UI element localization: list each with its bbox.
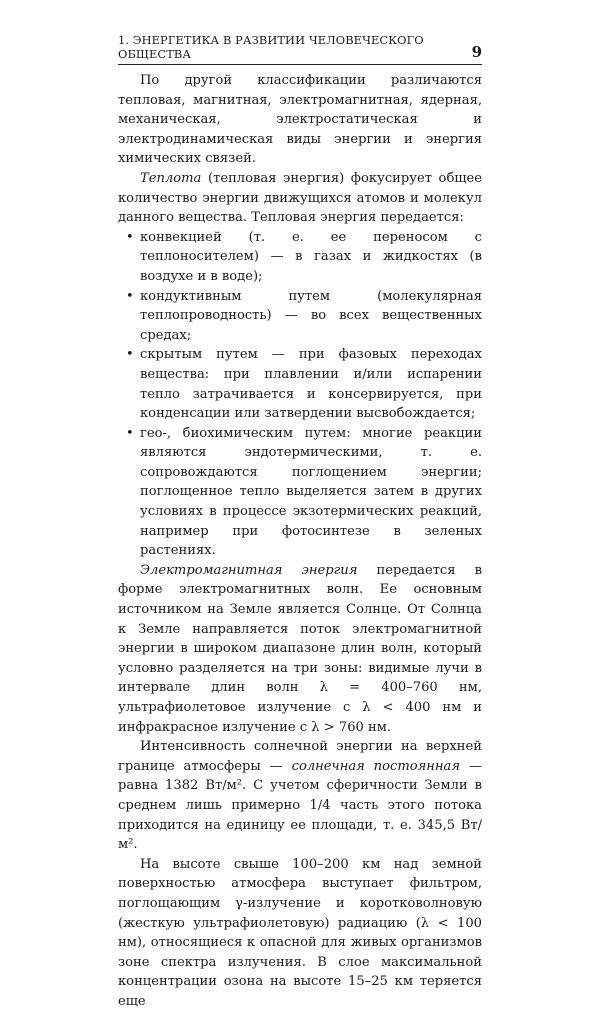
paragraph-heat (118, 169, 482, 228)
paragraph-electromagnetic (118, 561, 482, 737)
page-number: 9 (471, 43, 482, 61)
running-header (118, 33, 482, 65)
paragraph-electromagnetic-text: передается в форме электромагнитных волн. Ее основным источником на Земле является Солнце. От Солнца к Земле направляется поток электромагнитной энергии в широком диапазоне длин волн, который условно разделяется на три зоны: видимые лучи в интервале длин волн λ = 400–760 нм, ультрафиолетовое излучение с λ < 400 нм и инфракрасное излучение с λ > 760 нм. (118, 562, 482, 735)
paragraph-classification: По другой классификации различаются тепловая, магнитная, электромагнитная, ядерная, механическая, электростатическая и электродинамическая виды энергии и энергия химических связей. (118, 73, 482, 167)
list-item: • гео-, биохимическим путем: многие реакции являются эндотермическими, т. е. сопровождаются поглощением энергии; поглощенное тепло выделяется затем в других условиях в процессе экзотермических реакций, например при фотосинтезе в зеленых растениях. (124, 424, 482, 561)
list-item: • скрытым путем — при фазовых переходах вещества: при плавлении и/или испарении тепло затрачивается и консервируется, при конденсации или затвердении высвобождается; (124, 345, 482, 423)
list-item: • конвекцией (т. е. ее переносом с теплоносителем) — в газах и жидкостях (в воздухе и в воде); (124, 228, 482, 287)
paragraph-heat-text: (тепловая энергия) фокусирует общее количество энергии движущихся атомов и молекул данного вещества. Тепловая энергия передается: (118, 170, 482, 226)
term-solar-constant: солнечная постоянная (291, 758, 461, 774)
paragraph-atmosphere: На высоте свыше 100–200 км над земной поверхностью атмосфера выступает фильтром, поглощающим γ-излучение и коротковолновую (жесткую ультрафиолетовую) радиацию (λ < 100 нм), относящиеся к опасной для живых организмов зоне спектра излучения. В слое максимальной концентрации озона на высоте 15–25 км теряется еще (118, 856, 482, 1009)
paragraph-solar-constant (118, 737, 482, 855)
page-body (118, 71, 482, 1012)
list-item: • кондуктивным путем (молекулярная теплопроводность) — во всех вещественных средах; (124, 287, 482, 346)
chapter-title: 1. ЭНЕРГЕТИКА В РАЗВИТИИ ЧЕЛОВЕЧЕСКОГО ОБЩЕСТВА (118, 33, 424, 61)
heat-transfer-list (118, 228, 482, 561)
term-heat: Теплота (140, 170, 202, 186)
paragraph-solar-text-after: — равна 1382 Вт/м². С учетом сферичности Земли в среднем лишь примерно 1/4 часть этого потока приходится на единицу ее площади, т. е. 345,5 Вт/м². (118, 758, 482, 853)
paragraph-solar-text-before: Интенсивность солнечной энергии на верхней границе атмосферы — (118, 739, 482, 774)
term-electromagnetic: Электромагнитная энергия (140, 562, 358, 578)
